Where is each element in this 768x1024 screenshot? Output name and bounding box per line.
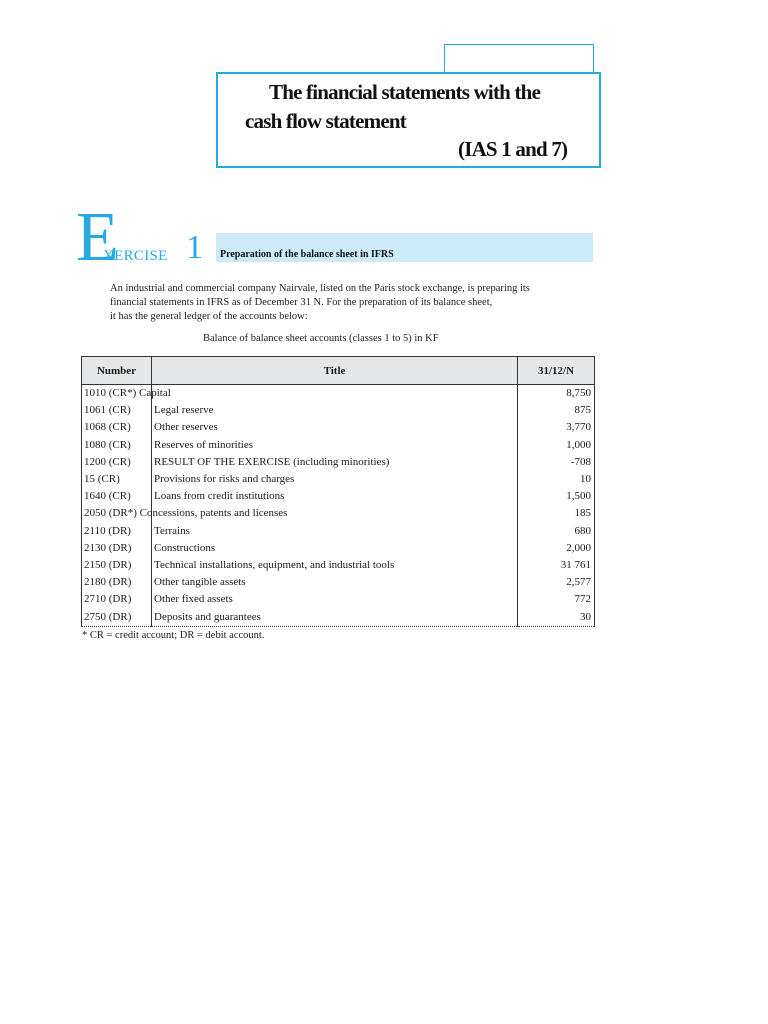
exercise-number: 1	[186, 229, 203, 266]
account-value-cell: 8,750	[518, 385, 595, 403]
exercise-banner	[216, 233, 593, 262]
table-row	[82, 505, 595, 522]
account-value-cell: 31 761	[518, 557, 595, 574]
table-row	[82, 608, 595, 626]
table-row	[82, 419, 595, 436]
intro-line: it has the general ledger of the accounts below:	[110, 311, 308, 322]
account-title-cell: Technical installations, equipment, and industrial tools	[152, 557, 518, 574]
intro-line: financial statements in IFRS as of December 31 N. For the preparation of its balance sheet,	[110, 297, 493, 308]
intro-line: An industrial and commercial company Nairvale, listed on the Paris stock exchange, is preparing its	[110, 283, 530, 294]
account-title-cell	[152, 385, 518, 403]
ledger-table	[81, 356, 595, 627]
account-value-cell: 3,770	[518, 419, 595, 436]
account-value-cell: -708	[518, 454, 595, 471]
account-title-cell: Legal reserve	[152, 402, 518, 419]
account-number-cell: 1061 (CR)	[82, 402, 152, 419]
account-number-cell: 2750 (DR)	[82, 608, 152, 626]
chapter-title-line-1: The financial statements with the	[269, 80, 541, 104]
account-number-cell: 2050 (DR*) Concessions, patents and licenses	[82, 505, 152, 522]
account-value-cell: 2,577	[518, 574, 595, 591]
account-value-cell: 772	[518, 591, 595, 608]
column-header-title: Title	[152, 357, 518, 385]
account-value-cell: 30	[518, 608, 595, 626]
column-header-number: Number	[82, 357, 152, 385]
account-value-cell: 10	[518, 471, 595, 488]
account-value-cell: 680	[518, 523, 595, 540]
exercise-subtitle: Preparation of the balance sheet in IFRS	[220, 249, 394, 260]
account-number-cell: 1068 (CR)	[82, 419, 152, 436]
account-number-cell: 15 (CR)	[82, 471, 152, 488]
column-header-date: 31/12/N	[518, 357, 595, 385]
exercise-word: XERCISE	[103, 248, 168, 264]
table-row	[82, 437, 595, 454]
account-title-cell: Constructions	[152, 540, 518, 557]
intro-paragraph	[110, 282, 580, 324]
chapter-title-box	[216, 72, 601, 168]
account-title-cell: Other tangible assets	[152, 574, 518, 591]
chapter-title-line-2: cash flow statement	[245, 109, 406, 133]
chapter-title-line-3: (IAS 1 and 7)	[458, 137, 568, 161]
account-title-cell: Other reserves	[152, 419, 518, 436]
ledger-body	[82, 385, 595, 627]
footnote: * CR = credit account; DR = debit account.	[82, 630, 265, 641]
account-title-cell: Reserves of minorities	[152, 437, 518, 454]
table-row	[82, 540, 595, 557]
account-title-cell: Provisions for risks and charges	[152, 471, 518, 488]
table-row	[82, 523, 595, 540]
account-title-cell: RESULT OF THE EXERCISE (including minorities)	[152, 454, 518, 471]
account-value-cell: 2,000	[518, 540, 595, 557]
account-value-cell: 875	[518, 402, 595, 419]
table-header-row	[82, 357, 595, 385]
account-number-cell: 2110 (DR)	[82, 523, 152, 540]
ledger-table-wrapper	[81, 356, 594, 627]
account-number-cell: 2150 (DR)	[82, 557, 152, 574]
table-caption: Balance of balance sheet accounts (classes 1 to 5) in KF	[203, 333, 439, 344]
account-number-cell: 1010 (CR*) Capital	[82, 385, 152, 403]
account-title-cell: Deposits and guarantees	[152, 608, 518, 626]
account-value-cell: 1,500	[518, 488, 595, 505]
exercise-initial: E	[76, 199, 119, 276]
table-row	[82, 402, 595, 419]
table-row	[82, 471, 595, 488]
account-value-cell: 1,000	[518, 437, 595, 454]
account-title-cell: Terrains	[152, 523, 518, 540]
account-value-cell: 185	[518, 505, 595, 522]
table-row	[82, 488, 595, 505]
account-number-cell: 1200 (CR)	[82, 454, 152, 471]
table-row	[82, 574, 595, 591]
account-title-cell: Other fixed assets	[152, 591, 518, 608]
account-number-cell: 1080 (CR)	[82, 437, 152, 454]
account-number-cell: 2180 (DR)	[82, 574, 152, 591]
table-row	[82, 591, 595, 608]
table-row	[82, 454, 595, 471]
account-number-cell: 2710 (DR)	[82, 591, 152, 608]
account-number-cell: 1640 (CR)	[82, 488, 152, 505]
account-title-cell: Loans from credit institutions	[152, 488, 518, 505]
table-row	[82, 557, 595, 574]
account-number-cell: 2130 (DR)	[82, 540, 152, 557]
table-row	[82, 385, 595, 403]
